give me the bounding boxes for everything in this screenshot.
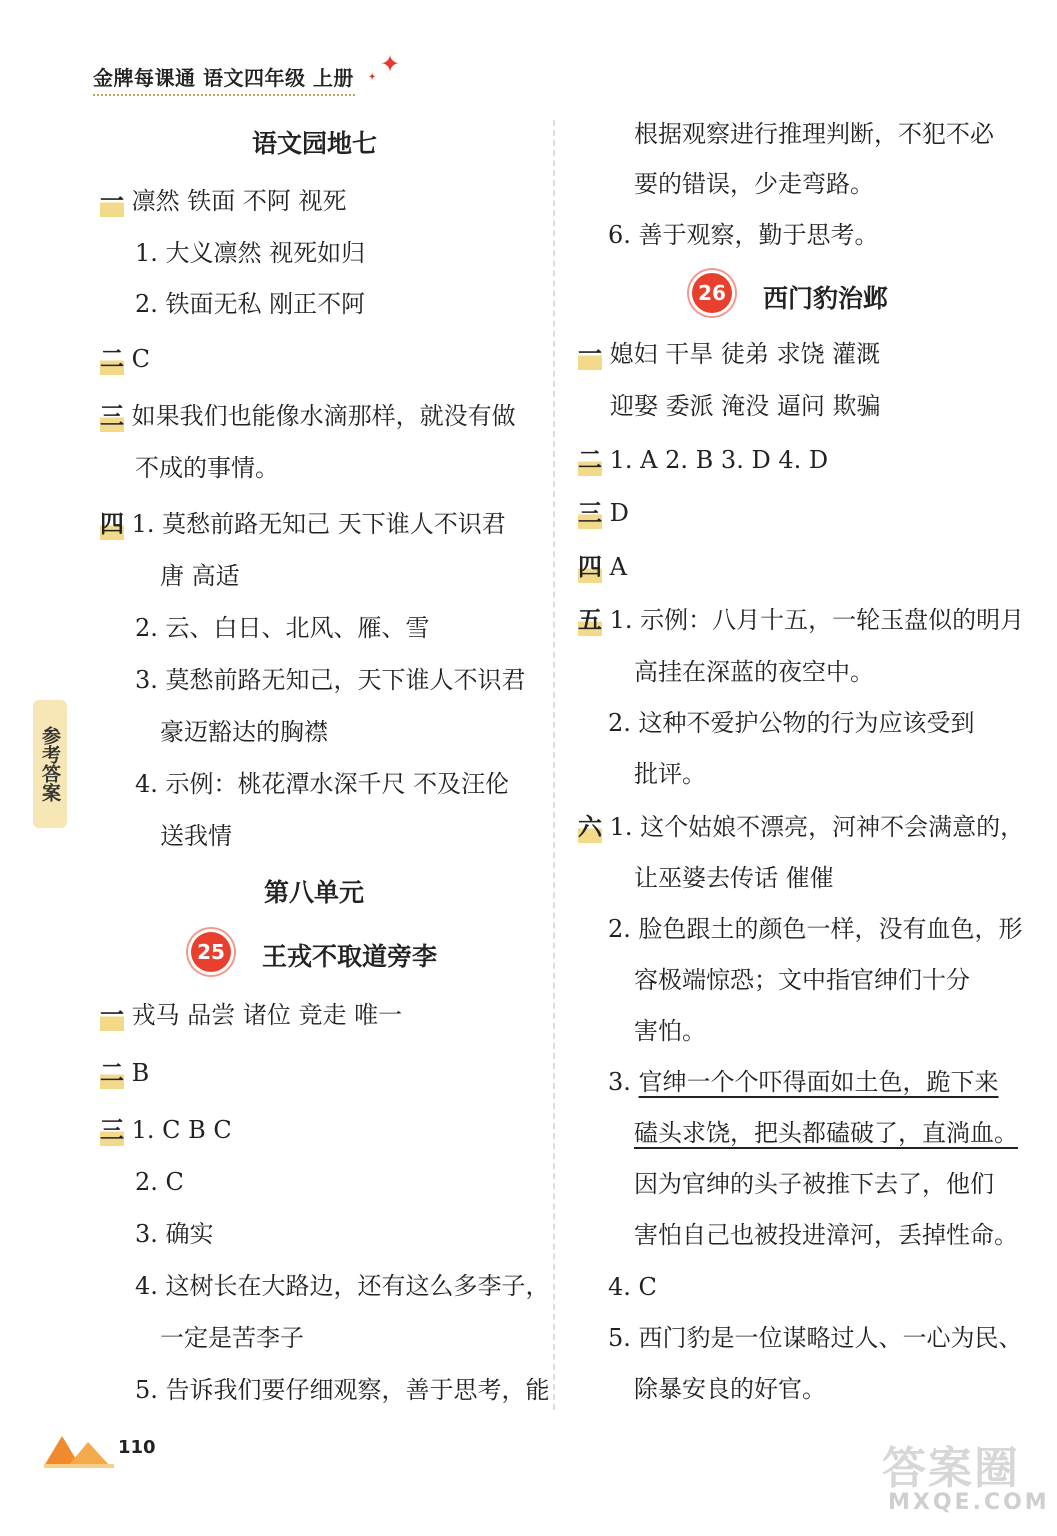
header-divider <box>93 94 355 96</box>
question-number: 四 <box>578 553 602 581</box>
answer-text: 1. 这个姑娘不漂亮，河神不会满意的， <box>609 813 1025 841</box>
answer-line: 唐 高适 <box>160 562 240 590</box>
answer-text: A <box>609 553 627 581</box>
lesson-number-badge: 26 <box>692 273 732 313</box>
question-number: 三 <box>100 1116 124 1144</box>
side-tab-answers: 参考答案 <box>33 700 67 828</box>
answer-line <box>578 338 880 370</box>
answer-line: 容极端惊恐；文中指官绅们十分 <box>634 966 970 994</box>
star-icon: ✦ <box>380 50 401 78</box>
answer-line: 要的错误，少走弯路。 <box>634 170 874 198</box>
underlined-answer: 磕头求饶，把头都磕破了，直淌血。 <box>634 1119 1018 1147</box>
question-number: 三 <box>100 402 124 430</box>
answer-line: 因为官绅的头子被推下去了，他们 <box>634 1170 994 1198</box>
answer-line: 3. 确实 <box>135 1220 214 1248</box>
answer-number: 3. <box>608 1068 639 1096</box>
question-number: 一 <box>100 187 124 215</box>
answer-line: 2. 铁面无私 刚正不阿 <box>135 290 366 318</box>
question-number: 一 <box>100 1001 124 1029</box>
answer-line: 不成的事情。 <box>135 454 279 482</box>
answer-text: 1. C B C <box>131 1116 232 1144</box>
answer-line <box>578 811 1024 843</box>
answer-line: 2. 这种不爱护公物的行为应该受到 <box>608 709 975 737</box>
answer-text: 1. 示例：八月十五，一轮玉盘似的明月 <box>609 606 1025 634</box>
watermark-url: MXQE.COM <box>888 1490 1050 1515</box>
answer-text: D <box>609 499 629 527</box>
mountain-icon <box>44 1432 114 1468</box>
answer-line: 除暴安良的好官。 <box>634 1375 826 1403</box>
question-number: 五 <box>578 606 602 634</box>
answer-line <box>100 1057 149 1089</box>
answer-line <box>578 604 1024 636</box>
question-number: 三 <box>578 499 602 527</box>
page-number: 110 <box>118 1437 156 1458</box>
answer-line: 根据观察进行推理判断，不犯不必 <box>634 120 994 148</box>
answer-line: 4. C <box>608 1273 657 1301</box>
answer-line: 害怕自己也被投进漳河，丢掉性命。 <box>634 1221 1018 1249</box>
lesson-title: 西门豹治邺 <box>763 284 889 313</box>
question-number: 二 <box>100 1059 124 1087</box>
answer-line <box>100 999 402 1031</box>
answer-line: 4. 这树长在大路边，还有这么多李子， <box>135 1272 550 1300</box>
answer-line <box>634 1117 1018 1149</box>
answer-line: 豪迈豁达的胸襟 <box>160 718 328 746</box>
answer-line: 迎娶 委派 淹没 逼问 欺骗 <box>610 392 881 420</box>
answer-line: 2. C <box>135 1168 184 1196</box>
lesson-number-badge: 25 <box>191 932 231 972</box>
answer-text: 如果我们也能像水滴那样，就没有做 <box>131 402 516 430</box>
answer-line: 6. 善于观察，勤于思考。 <box>608 221 879 249</box>
lesson-title: 王戎不取道旁李 <box>262 942 438 971</box>
answer-text: 1. A 2. B 3. D 4. D <box>609 446 829 474</box>
answer-line <box>578 551 627 583</box>
answer-text: 媳妇 干旱 徒弟 求饶 灌溉 <box>609 340 881 368</box>
answer-text: 戎马 品尝 诸位 竞走 唯一 <box>131 1001 403 1029</box>
answer-line: 让巫婆去传话 催催 <box>634 864 834 892</box>
answer-line <box>100 185 347 217</box>
answer-line: 送我情 <box>160 822 232 850</box>
answer-line <box>100 508 506 540</box>
answer-text: C <box>131 345 151 373</box>
answer-text: B <box>131 1059 150 1087</box>
small-star-icon: ✦ <box>368 72 377 83</box>
answer-line: 一定是苦李子 <box>160 1324 304 1352</box>
watermark-logo: 答案圈 <box>882 1443 1020 1494</box>
question-number: 二 <box>100 345 124 373</box>
answer-line <box>578 497 629 529</box>
answer-line <box>608 1066 999 1098</box>
question-number: 一 <box>578 340 602 368</box>
answer-line: 高挂在深蓝的夜空中。 <box>634 658 874 686</box>
question-number: 六 <box>578 813 602 841</box>
answer-line <box>578 444 828 476</box>
answer-line: 4. 示例：桃花潭水深千尺 不及汪伦 <box>135 770 510 798</box>
answer-line: 3. 莫愁前路无知己，天下谁人不识君 <box>135 666 526 694</box>
answer-line: 害怕。 <box>634 1017 706 1045</box>
answer-line: 2. 脸色跟土的颜色一样，没有血色，形 <box>608 915 1023 943</box>
answer-text: 1. 莫愁前路无知己 天下谁人不识君 <box>131 510 506 538</box>
answer-line: 批评。 <box>634 760 706 788</box>
answer-line <box>100 1114 232 1146</box>
unit-title: 第八单元 <box>264 878 365 907</box>
answer-line: 2. 云、白日、北风、雁、雪 <box>135 614 430 642</box>
question-number: 二 <box>578 446 602 474</box>
answer-line: 1. 大义凛然 视死如归 <box>135 239 366 267</box>
section-title: 语文园地七 <box>252 129 378 158</box>
answer-line <box>100 400 516 432</box>
answer-line <box>100 343 150 375</box>
answer-text: 凛然 铁面 不阿 视死 <box>131 187 347 215</box>
question-number: 四 <box>100 510 124 538</box>
underlined-answer: 官绅一个个吓得面如土色，跪下来 <box>638 1068 999 1096</box>
column-divider <box>553 120 555 1410</box>
answer-line: 5. 西门豹是一位谋略过人、一心为民、 <box>608 1324 1023 1352</box>
answer-line: 5. 告诉我们要仔细观察，善于思考，能 <box>135 1376 550 1404</box>
book-header: 金牌每课通 语文四年级 上册 <box>93 66 354 90</box>
